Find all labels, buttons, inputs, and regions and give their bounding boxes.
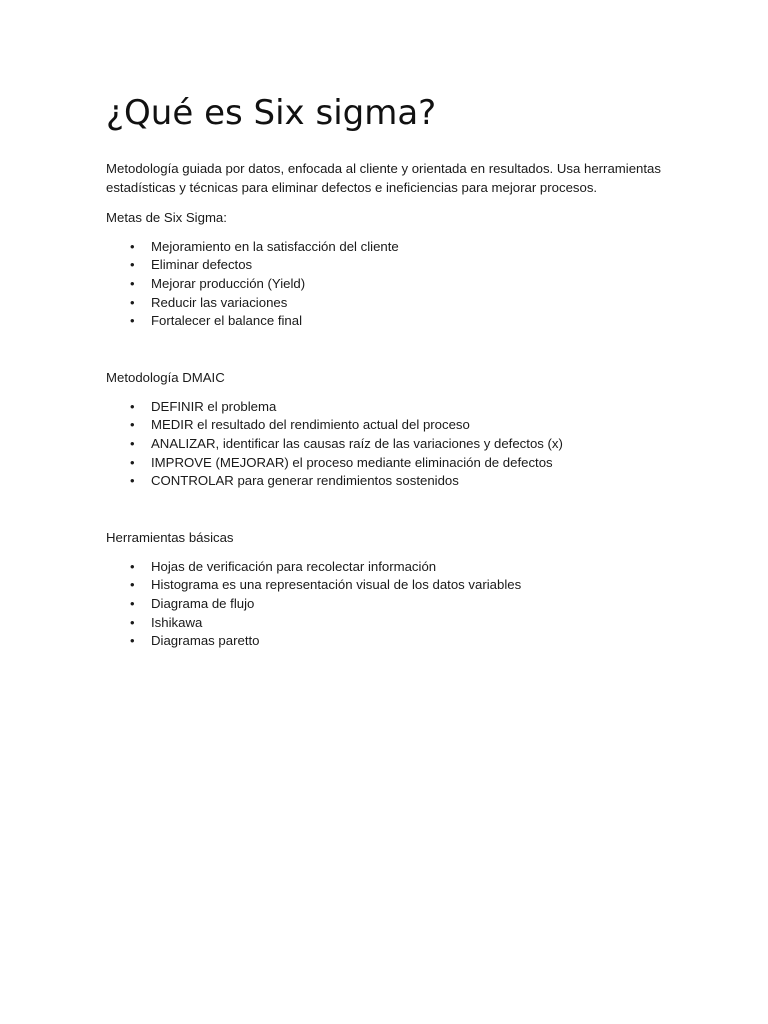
list-item-text: Mejorar producción (Yield) xyxy=(151,275,306,291)
list-item xyxy=(130,558,666,577)
list-item-text: Histograma es una representación visual de los datos variables xyxy=(151,577,522,593)
bullet-icon: • xyxy=(130,595,135,611)
goals-list xyxy=(106,238,666,332)
list-item-text: MEDIR el resultado del rendimiento actual del proceso xyxy=(151,417,470,433)
bullet-icon: • xyxy=(130,558,135,574)
list-item-text: IMPROVE (MEJORAR) el proceso mediante eliminación de defectos xyxy=(151,454,553,470)
bullet-icon: • xyxy=(130,473,135,489)
bullet-icon: • xyxy=(130,294,135,310)
section-heading-goals: Metas de Six Sigma: xyxy=(106,210,227,225)
section-heading-dmaic: Metodología DMAIC xyxy=(106,370,225,386)
intro-paragraph xyxy=(106,160,666,197)
list-item-text: Fortalecer el balance final xyxy=(151,313,303,329)
list-item xyxy=(130,294,666,313)
bullet-icon: • xyxy=(130,435,135,451)
intro-line-1: Metodología guiada por datos, enfocada al cliente y orientada en resultados. Usa herramientas xyxy=(106,161,661,176)
bullet-icon: • xyxy=(130,577,135,593)
list-item xyxy=(130,416,666,435)
list-item xyxy=(130,398,666,417)
list-item xyxy=(130,454,666,473)
list-item-text: Diagramas paretto xyxy=(151,633,260,649)
bullet-icon: • xyxy=(130,257,135,273)
document-page xyxy=(106,92,666,651)
bullet-icon: • xyxy=(130,398,135,414)
list-item xyxy=(130,312,666,331)
list-item xyxy=(130,595,666,614)
bullet-icon: • xyxy=(130,454,135,470)
section-heading-tools: Herramientas básicas xyxy=(106,530,234,546)
bullet-icon: • xyxy=(130,238,135,254)
dmaic-list xyxy=(106,398,666,492)
list-item-text: Hojas de verificación para recolectar información xyxy=(151,558,437,574)
list-item-text: CONTROLAR para generar rendimientos sostenidos xyxy=(151,473,459,489)
list-item-text: Mejoramiento en la satisfacción del cliente xyxy=(151,238,399,254)
bullet-icon: • xyxy=(130,417,135,433)
list-item-text: Reducir las variaciones xyxy=(151,294,288,310)
list-item-text: Diagrama de flujo xyxy=(151,595,255,611)
tools-list xyxy=(106,558,666,652)
page-title: ¿Qué es Six sigma? xyxy=(106,93,437,133)
list-item-text: DEFINIR el problema xyxy=(151,398,277,414)
list-item-text: Eliminar defectos xyxy=(151,257,253,273)
list-item xyxy=(130,238,666,257)
list-item xyxy=(130,275,666,294)
section-spacer xyxy=(106,331,666,369)
bullet-icon: • xyxy=(130,614,135,630)
bullet-icon: • xyxy=(130,275,135,291)
bullet-icon: • xyxy=(130,313,135,329)
list-item xyxy=(130,614,666,633)
list-item xyxy=(130,435,666,454)
section-spacer xyxy=(106,491,666,529)
bullet-icon: • xyxy=(130,633,135,649)
list-item xyxy=(130,632,666,651)
list-item-text: ANALIZAR, identificar las causas raíz de las variaciones y defectos (x) xyxy=(151,435,563,451)
list-item xyxy=(130,472,666,491)
list-item xyxy=(130,576,666,595)
list-item xyxy=(130,256,666,275)
list-item-text: Ishikawa xyxy=(151,614,203,630)
intro-line-2: estadísticas y técnicas para eliminar defectos e ineficiencias para mejorar procesos. xyxy=(106,179,598,195)
